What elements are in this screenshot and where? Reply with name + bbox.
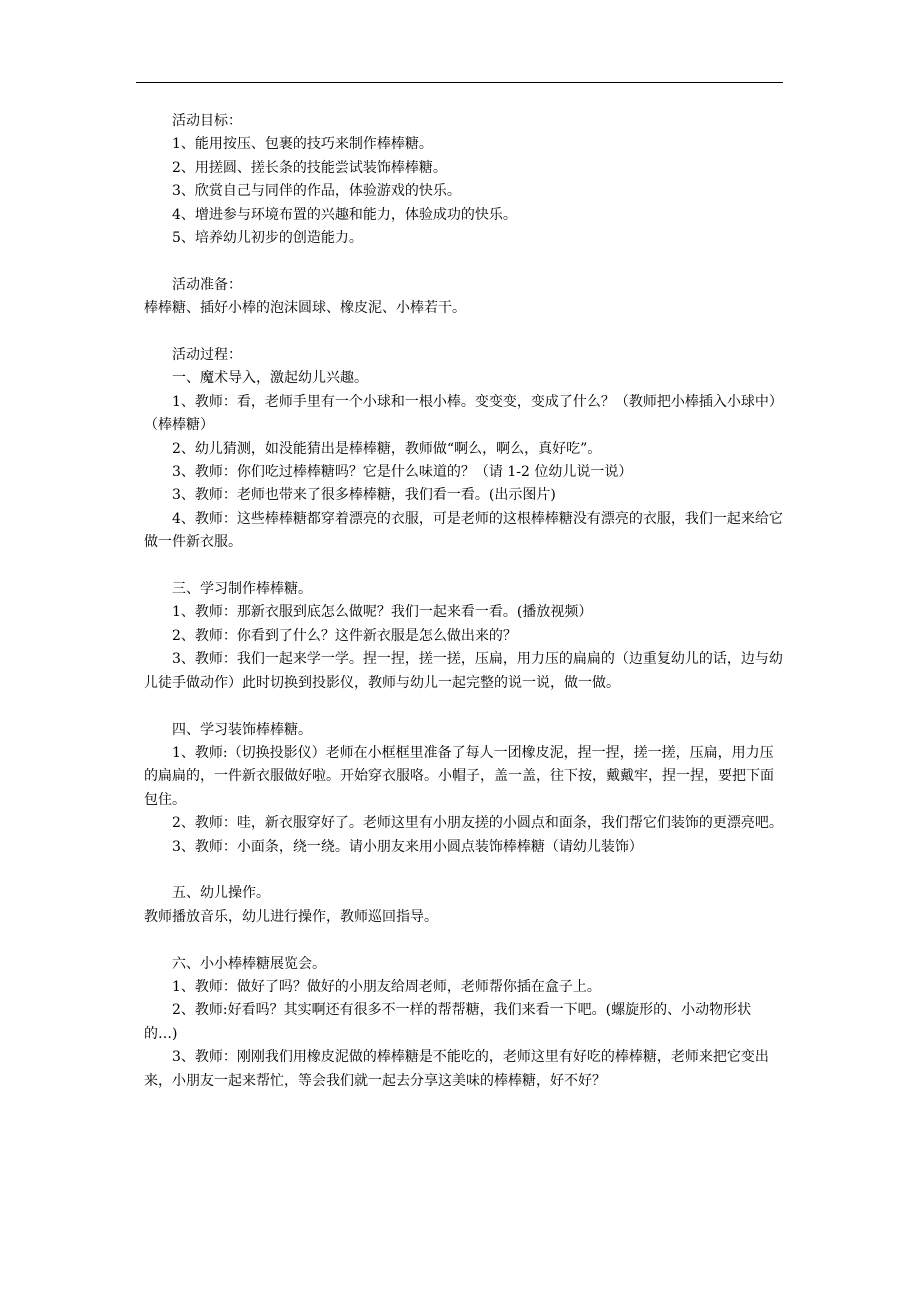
prep-text: 棒棒糖、插好小棒的泡沫圆球、橡皮泥、小棒若干。 [144,300,466,317]
process-step: 1、教师：那新衣服到底怎么做呢？我们一起来看一看。(播放视频） [172,604,593,621]
header-rule [136,82,783,83]
goal-item: 5、培养幼儿初步的创造能力。 [172,230,363,247]
section-text: 教师播放音乐，幼儿进行操作，教师巡回指导。 [144,908,438,925]
goal-item: 1、能用按压、包裹的技巧来制作棒棒糖。 [172,136,433,153]
section-title: 三、学习制作棒棒糖。 [172,581,312,598]
goal-item: 2、用搓圆、搓长条的技能尝试装饰棒棒糖。 [172,159,447,176]
section-title: 六、小小棒棒糖展览会。 [172,955,326,972]
process-step: 3、教师：你们吃过棒棒糖吗？它是什么味道的？（请 1-2 位幼儿说一说） [172,464,633,481]
process-step: 1、教师:（切换投影仪）老师在小框框里准备了每人一团橡皮泥，捏一捏，搓一搓，压扁，用力压的扁扁的，一件新衣服做好啦。开始穿衣服咯。小帽子，盖一盖，往下按，戴戴牢，捏一捏，要把下面包住。 [144,744,774,808]
process-step: 4、教师：这些棒棒糖都穿着漂亮的衣服，可是老师的这根棒棒糖没有漂亮的衣服，我们一起来给它做一件新衣服。 [144,510,783,551]
process-step: 2、教师：哇，新衣服穿好了。老师这里有小朋友搓的小圆点和面条，我们帮它们装饰的更漂亮吧。 [172,815,783,832]
process-step: 1、教师：做好了吗？做好的小朋友给周老师，老师帮你插在盒子上。 [172,978,601,995]
process-heading: 活动过程： [172,347,242,364]
document-body [144,110,784,1093]
process-step: 3、教师：老师也带来了很多棒棒糖，我们看一看。(出示图片) [172,487,556,504]
process-step: 3、教师：小面条，绕一绕。请小朋友来用小圆点装饰棒棒糖（请幼儿装饰） [172,838,643,855]
process-step: 2、教师：你看到了什么？这件新衣服是怎么做出来的？ [172,627,517,644]
goal-item: 4、增进参与环境布置的兴趣和能力，体验成功的快乐。 [172,206,517,223]
prep-heading: 活动准备： [172,276,242,293]
section-title: 一、魔术导入，激起幼儿兴趣。 [172,370,368,387]
process-step: 1、教师：看，老师手里有一个小球和一根小棒。变变变，变成了什么？（教师把小棒插入小球中）（棒棒糖） [144,393,783,434]
goals-heading: 活动目标： [172,113,242,129]
goal-item: 3、欣赏自己与同伴的作品，体验游戏的快乐。 [172,183,461,200]
process-step: 3、教师：我们一起来学一学。捏一捏，搓一搓，压扁，用力压的扁扁的（边重复幼儿的话，边与幼儿徒手做动作）此时切换到投影仪，教师与幼儿一起完整的说一说，做一做。 [144,651,783,691]
section-title: 四、学习装饰棒棒糖。 [172,721,312,738]
process-step: 3、教师：刚刚我们用橡皮泥做的棒棒糖是不能吃的，老师这里有好吃的棒棒糖，老师来把它变出来，小朋友一起来帮忙，等会我们就一起去分享这美味的棒棒糖，好不好？ [144,1049,769,1089]
process-step: 2、幼儿猜测，如没能猜出是棒棒糖，教师做“啊么，啊么，真好吃”。 [172,440,602,457]
section-title: 五、幼儿操作。 [172,885,270,902]
process-step: 2、教师:好看吗？其实啊还有很多不一样的帮帮糖，我们来看一下吧。(螺旋形的、小动物形状的…) [144,1002,752,1042]
